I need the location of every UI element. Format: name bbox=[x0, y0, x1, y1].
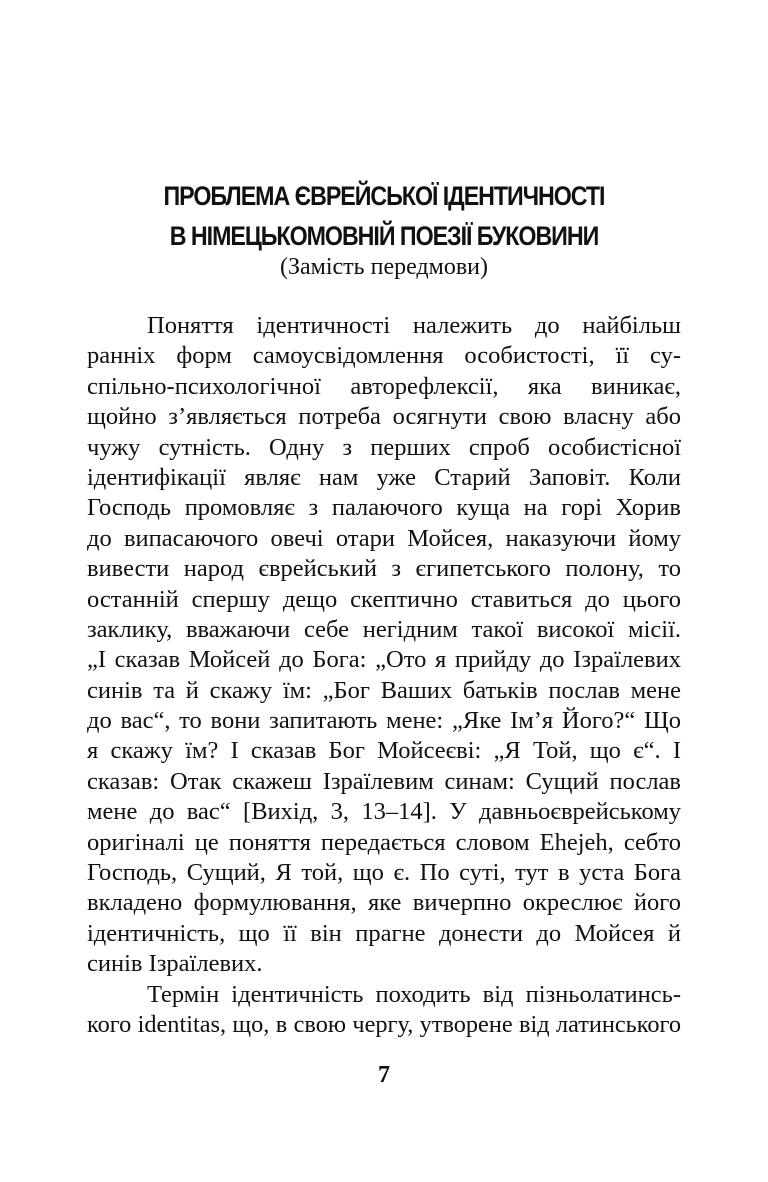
chapter-title-line-1: ПРОБЛЕМА ЄВРЕЙСЬКОЇ ІДЕНТИЧНОСТІ bbox=[163, 181, 605, 211]
text-line: до випасаючого овечі отари Мойсея, наказуючи йому bbox=[87, 524, 681, 552]
text-line: до вас“, то вони запитають мене: „Яке Ім’я Його?“ Що bbox=[87, 707, 681, 735]
text-line: останній спершу дещо скептично ставиться до цього bbox=[87, 585, 681, 613]
body-text bbox=[87, 311, 681, 1040]
text-line: мене до вас“ [Вихід, 3, 13–14]. У давньоєврейському bbox=[87, 798, 681, 826]
text-line: щойно з’являється потреба осягнути свою власну або bbox=[87, 403, 681, 431]
text-line: заклику, вважаючи себе негідним такої високої місії. bbox=[87, 615, 681, 643]
text-line: чужу сутність. Одну з перших спроб особистісної bbox=[87, 433, 681, 461]
text-line: синів Ізраїлевих. bbox=[87, 950, 263, 978]
text-line: сказав: Отак скажеш Ізраїлевим синам: Сущий послав bbox=[87, 767, 681, 795]
chapter-subtitle: (Замість передмови) bbox=[279, 254, 488, 280]
text-line: Поняття ідентичності належить до найбільш bbox=[147, 312, 681, 339]
text-line: Господь промовляє з палаючого куща на горі Хорив bbox=[87, 494, 681, 522]
text-line: спільно-психологічної авторефлексії, яка виникає, bbox=[87, 372, 681, 400]
text-line: вивести народ єврейський з єгипетського полону, то bbox=[87, 555, 681, 583]
text-line: я скажу їм? І сказав Бог Мойсеєві: „Я Той, що є“. І bbox=[87, 737, 681, 765]
text-line: оригіналі це поняття передається словом Ehejeh, себто bbox=[87, 828, 681, 856]
text-line: ідентифікації являє нам уже Старий Заповіт. Коли bbox=[87, 463, 681, 491]
text-line: кого identitas, що, в свою чергу, утворене від латинського bbox=[87, 1010, 681, 1038]
page-number: 7 bbox=[378, 1062, 390, 1088]
text-line: синів та й скажу їм: „Бог Ваших батьків послав мене bbox=[87, 676, 681, 704]
text-line: Господь, Сущий, Я той, що є. По суті, тут в уста Бога bbox=[87, 859, 681, 887]
text-line: ранніх форм самоусвідомлення особистості, її су- bbox=[87, 342, 681, 370]
text-line: Термін ідентичність походить від пізньолатинсь- bbox=[147, 980, 681, 1008]
text-line: вкладено формулювання, яке вичерпно окреслює його bbox=[87, 889, 681, 917]
chapter-title-line-2: В НІМЕЦЬКОМОВНІЙ ПОЕЗІЇ БУКОВИНИ bbox=[169, 221, 599, 251]
text-line: ідентичність, що її він прагне донести до Мойсея й bbox=[87, 919, 681, 947]
text-line: „І сказав Мойсей до Бога: „Ото я прийду до Ізраїлевих bbox=[87, 646, 681, 674]
